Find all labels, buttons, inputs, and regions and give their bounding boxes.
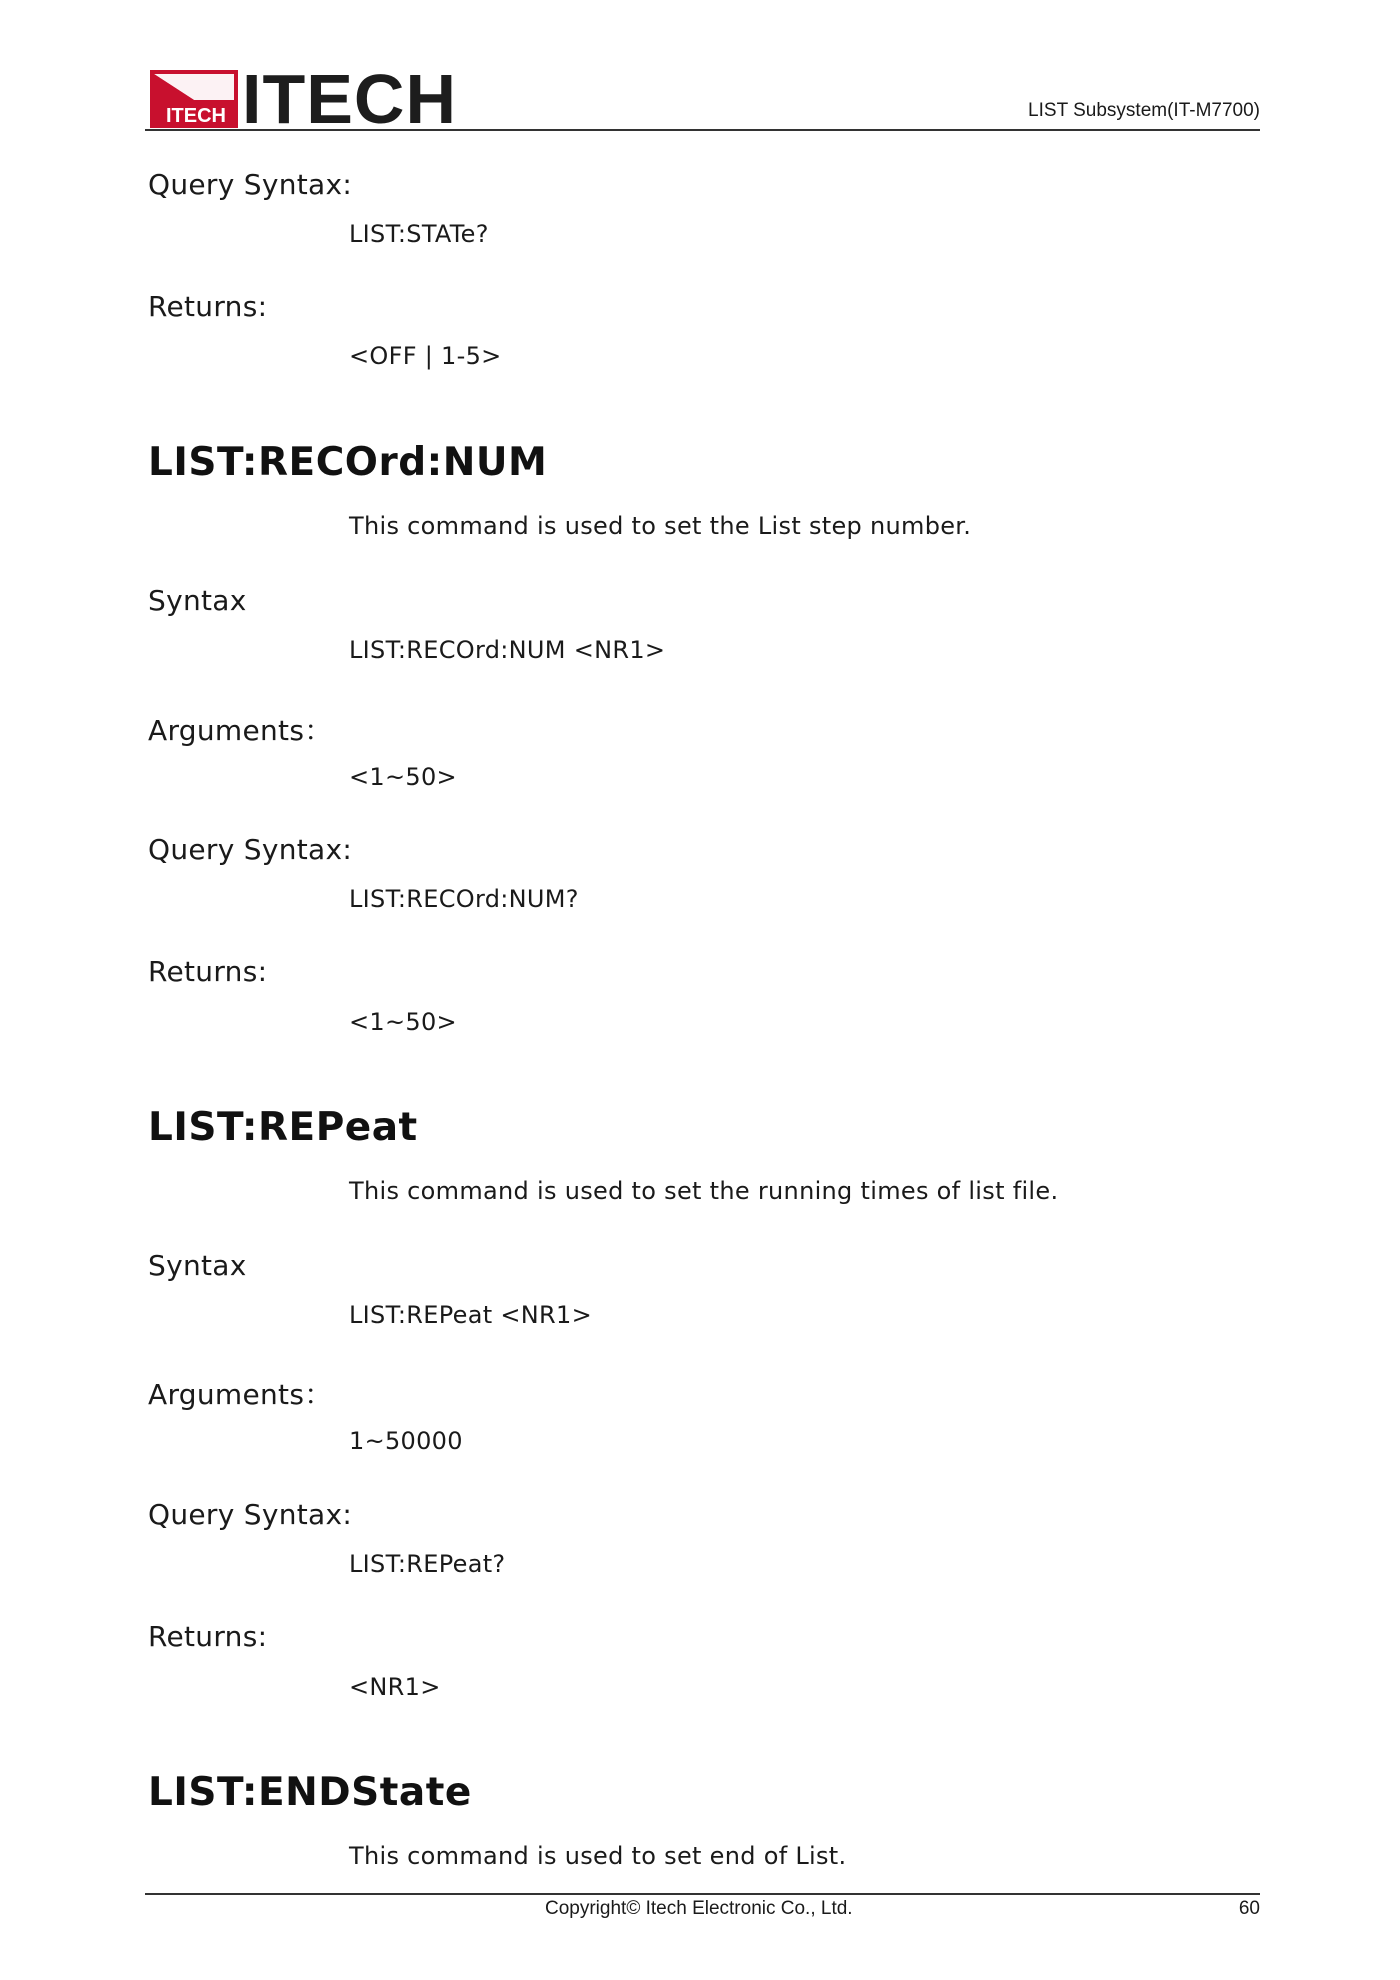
section-description: This command is used to set the running times of list file. xyxy=(349,1177,1059,1205)
section-description: This command is used to set end of List. xyxy=(349,1842,847,1870)
logo-word-text: ITECH xyxy=(242,60,457,138)
footer-copyright: Copyright© Itech Electronic Co., Ltd. xyxy=(545,1898,853,1919)
syntax-label: Syntax xyxy=(148,584,247,617)
footer-divider xyxy=(145,1893,1260,1895)
header-title: LIST Subsystem(IT-M7700) xyxy=(1028,100,1260,121)
section-heading-record-num: LIST:RECOrd:NUM xyxy=(148,440,548,485)
section-description: This command is used to set the List step number. xyxy=(349,512,972,540)
syntax-value: LIST:RECOrd:NUM <NR1> xyxy=(349,636,666,664)
logo-wordmark xyxy=(242,60,457,138)
query-syntax-value: LIST:RECOrd:NUM? xyxy=(349,885,579,913)
arguments-label: Arguments： xyxy=(148,714,333,747)
query-syntax-label: Query Syntax: xyxy=(148,1498,353,1531)
returns-value: <OFF | 1-5> xyxy=(349,342,502,370)
itech-logo-mark xyxy=(150,70,238,128)
query-syntax-value: LIST:REPeat? xyxy=(349,1550,506,1578)
arguments-value: 1~50000 xyxy=(349,1427,463,1455)
returns-value: <NR1> xyxy=(349,1673,441,1701)
arguments-label: Arguments： xyxy=(148,1378,333,1411)
header-divider xyxy=(145,129,1260,131)
query-syntax-label: Query Syntax: xyxy=(148,168,353,201)
query-syntax-label: Query Syntax: xyxy=(148,833,353,866)
section-heading-repeat: LIST:REPeat xyxy=(148,1105,418,1150)
returns-value: <1~50> xyxy=(349,1008,457,1036)
syntax-value: LIST:REPeat <NR1> xyxy=(349,1301,592,1329)
syntax-label: Syntax xyxy=(148,1249,247,1282)
section-heading-endstate: LIST:ENDState xyxy=(148,1770,472,1815)
arguments-value: <1~50> xyxy=(349,763,457,791)
itech-logo xyxy=(150,60,470,138)
page-header xyxy=(145,60,1260,138)
returns-label: Returns: xyxy=(148,290,268,323)
returns-label: Returns: xyxy=(148,1620,268,1653)
query-syntax-value: LIST:STATe? xyxy=(349,220,489,248)
returns-label: Returns: xyxy=(148,955,268,988)
logo-badge-text: ITECH xyxy=(166,105,226,127)
page-number: 60 xyxy=(1238,1898,1260,1919)
